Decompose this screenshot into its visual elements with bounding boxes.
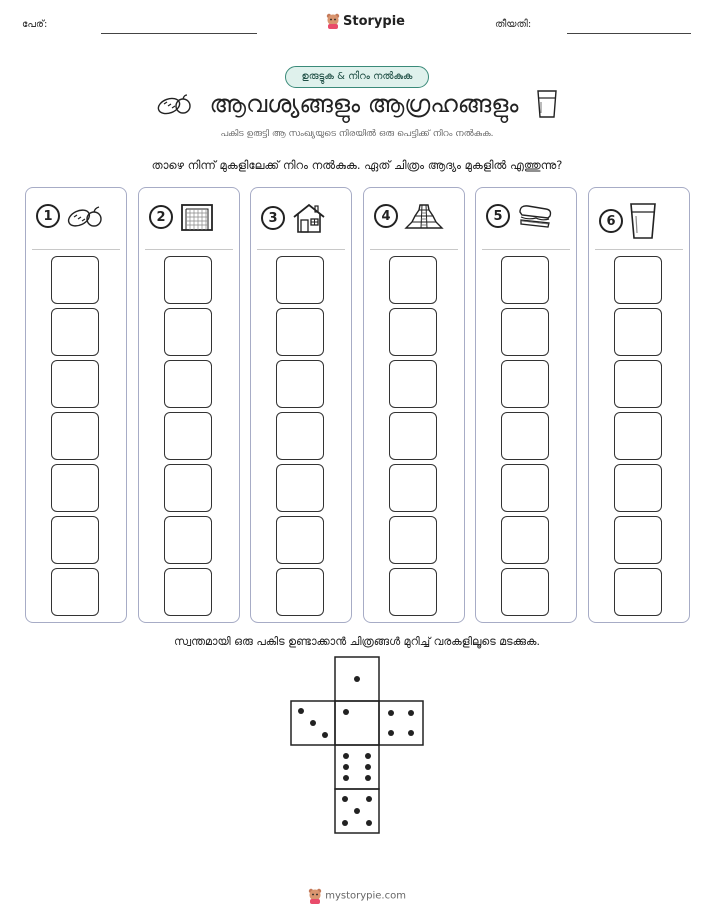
- dice-face-4[interactable]: [379, 701, 423, 745]
- dice-pip: [343, 764, 349, 770]
- footer-url[interactable]: mystorypie.com: [325, 890, 406, 902]
- dice-pip: [408, 710, 414, 716]
- column-number: 2: [149, 205, 173, 229]
- dice-pip: [343, 775, 349, 781]
- dice-pip: [322, 732, 328, 738]
- column-number: 6: [599, 209, 623, 233]
- dice-pip: [365, 753, 371, 759]
- dice-pip: [354, 808, 360, 814]
- dice-pip: [388, 730, 394, 736]
- dice-pip: [365, 775, 371, 781]
- dice-pip: [298, 708, 304, 714]
- title-text: ആവശ്യങ്ങളും ആഗ്രഹങ്ങളും: [209, 90, 519, 118]
- column-number: 4: [374, 204, 398, 228]
- column-number: 5: [486, 204, 510, 228]
- dice-pip: [342, 820, 348, 826]
- dice-pip: [366, 820, 372, 826]
- dice-pip: [388, 710, 394, 716]
- name-label: പേര്:: [22, 19, 48, 30]
- dice-pip: [354, 676, 360, 682]
- bear-logo-icon: [308, 888, 322, 904]
- instruction-text: താഴെ നിന്ന് മുകളിലേക്ക് നിറം നൽകുക. ഏത് ചിത്രം ആദ്യം മുകളിൽ എത്തുന്നു?: [151, 158, 563, 172]
- dice-face-1-center[interactable]: [335, 701, 379, 745]
- dice-pip: [343, 753, 349, 759]
- footer: [0, 888, 714, 904]
- date-label: തീയതി:: [495, 19, 532, 30]
- dice-pip: [366, 796, 372, 802]
- column-number: 3: [261, 206, 285, 230]
- dice-pip: [343, 709, 349, 715]
- dice-pip: [342, 796, 348, 802]
- fold-instruction: സ്വന്തമായി ഒരു പകിട ഉണ്ടാക്കാൻ ചിത്രങ്ങൾ മുറിച്ച് വരകളിലൂടെ മടക്കുക.: [174, 635, 540, 648]
- brand-name: Storypie: [343, 13, 405, 29]
- dice-pip: [310, 720, 316, 726]
- column-number: 1: [36, 204, 60, 228]
- subtitle: പകിട ഉരുട്ടി ആ സംഖ്യയുടെ നിരയിൽ ഒരു പെട്ടിക്ക് നിറം നൽകുക.: [220, 129, 494, 139]
- dice-pip: [408, 730, 414, 736]
- dice-pip: [365, 764, 371, 770]
- dice-face-6[interactable]: [335, 745, 379, 789]
- activity-tag: ഉരുട്ടുക & നിറം നൽകുക: [285, 66, 429, 88]
